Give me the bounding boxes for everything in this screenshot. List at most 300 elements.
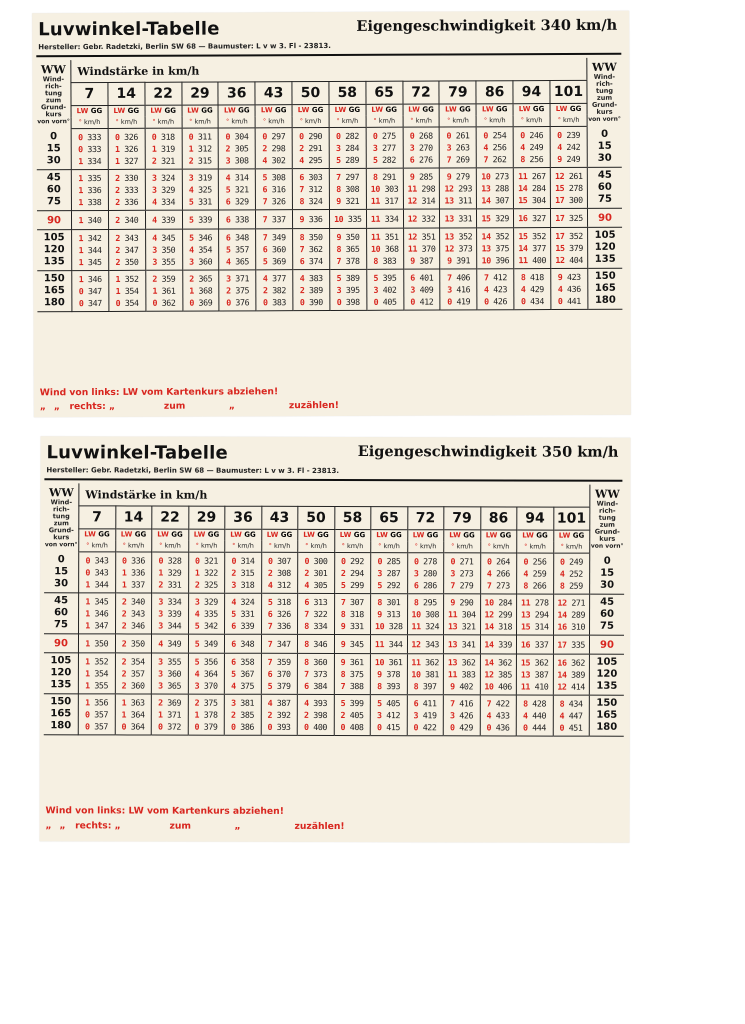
gg-value: 406 [451, 272, 471, 283]
gg-value: 284 [340, 142, 360, 153]
card-title: Luvwinkel-Tabelle [38, 18, 220, 41]
lw-value: 0 [410, 296, 416, 307]
unit-label: km/h [127, 541, 145, 550]
lw-value: 13 [481, 183, 491, 194]
data-line [335, 579, 371, 591]
gg-value: 362 [566, 657, 586, 668]
lw-value: 0 [121, 721, 127, 732]
data-line [404, 243, 440, 255]
gg-value: 308 [267, 172, 286, 183]
wind-speed-header: 72 [407, 507, 444, 530]
gg-value: 375 [345, 669, 364, 680]
lw-value: 4 [231, 680, 236, 691]
lw-value: 13 [520, 669, 531, 680]
ww-desc-line: tung [44, 89, 62, 98]
course-cell-left [44, 653, 79, 694]
gg-value: 301 [381, 597, 401, 608]
data-line [293, 213, 329, 225]
data-line [554, 609, 590, 621]
data-line [152, 596, 188, 608]
gg-value: 422 [418, 722, 437, 733]
gg-value: 357 [230, 244, 249, 255]
data-line [225, 579, 261, 591]
data-line [293, 243, 329, 255]
gg-value: 345 [156, 232, 176, 243]
ww-desc-line: kurs [53, 533, 70, 542]
data-line [404, 255, 440, 267]
data-line [514, 271, 550, 283]
gg-value: 347 [272, 638, 291, 649]
gg-value: 339 [235, 620, 255, 631]
data-cell [403, 168, 440, 209]
data-line [404, 272, 440, 284]
lw-value: 7 [304, 668, 309, 679]
lw-value: 9 [450, 597, 455, 608]
gg-value: 333 [82, 132, 102, 143]
lw-value: 4 [559, 568, 565, 579]
data-line [481, 608, 517, 620]
gg-value: 397 [418, 681, 437, 692]
gg-value: 329 [230, 196, 249, 207]
gg-value: 312 [193, 143, 212, 154]
data-line [330, 213, 366, 225]
lw-value: 13 [447, 621, 458, 632]
data-line [514, 129, 550, 141]
unit-header [108, 117, 145, 129]
data-line [293, 255, 329, 267]
lw-value: 5 [340, 580, 346, 591]
lw-gg-header [371, 530, 408, 542]
lw-value: 10 [481, 255, 491, 266]
data-line [440, 194, 476, 206]
gg-value: 367 [235, 668, 255, 679]
speed-heading: Eigengeschwindigkeit 340 km/h [356, 16, 618, 35]
lw-value: 12 [484, 669, 494, 680]
data-line [72, 232, 108, 244]
gg-value: 273 [455, 568, 474, 579]
gg-value: 360 [162, 668, 182, 679]
gg-value: 271 [455, 556, 474, 567]
gg-value: 318 [493, 621, 513, 632]
lw-value: 1 [152, 285, 158, 296]
lw-value: 11 [370, 213, 381, 224]
table-card-340 [32, 11, 631, 418]
course-value: 150 [594, 270, 616, 282]
lw-gg-header [292, 105, 329, 117]
lw-value: 9 [340, 639, 346, 650]
lw-value: 3 [413, 568, 419, 579]
lw-value: 11 [518, 171, 528, 182]
unit-label: km/h [120, 117, 138, 126]
data-line [517, 579, 553, 591]
gg-value: 305 [230, 143, 249, 154]
data-line [551, 254, 587, 266]
gg-value: 389 [566, 669, 585, 680]
degree-mark: ° [159, 541, 163, 550]
course-value: 0 [603, 555, 611, 567]
unit-header [407, 541, 444, 553]
lw-value: 2 [121, 620, 127, 631]
data-cell [477, 209, 514, 228]
gg-value: 252 [564, 568, 583, 579]
data-line [79, 667, 115, 679]
lw-value: 0 [559, 556, 565, 567]
gg-value: 324 [420, 621, 440, 632]
lw-value: 5 [262, 256, 268, 267]
wind-speed-header: 94 [517, 507, 554, 530]
lw-value: 3 [409, 142, 415, 153]
lw-value: 7 [447, 272, 452, 283]
gg-value: 304 [527, 195, 546, 206]
data-line [109, 232, 145, 244]
course-value: 45 [54, 595, 69, 607]
data-cell [517, 594, 554, 635]
gg-value: 318 [272, 596, 291, 607]
data-line [225, 567, 261, 579]
data-cell [78, 653, 115, 694]
data-cell [292, 169, 329, 210]
lw-value: 9 [410, 255, 415, 266]
degree-mark: ° [520, 116, 525, 125]
data-cell [403, 127, 440, 168]
data-line [72, 184, 108, 196]
degree-mark: ° [78, 118, 82, 127]
data-line [480, 709, 516, 721]
gg-value: 324 [235, 596, 255, 607]
gg-value: 416 [451, 284, 471, 295]
lw-value: 0 [372, 130, 378, 141]
gg-value: 434 [525, 296, 544, 307]
data-line [262, 567, 298, 579]
lw-value: 6 [267, 668, 273, 679]
lw-value: 1 [85, 608, 90, 619]
gg-value: 331 [193, 196, 212, 207]
gg-value: 354 [89, 668, 109, 679]
lw-value: 6 [304, 596, 309, 607]
data-line [480, 656, 516, 668]
lw-value: 0 [231, 721, 236, 732]
degree-mark: ° [378, 542, 382, 551]
lw-value: 4 [158, 638, 163, 649]
gg-value: 419 [451, 296, 471, 307]
gg-value: 383 [457, 669, 476, 680]
lw-value: 10 [370, 183, 380, 194]
data-line [554, 556, 590, 568]
data-cell [514, 269, 551, 310]
lw-value: 3 [226, 273, 231, 284]
lw-value: 12 [555, 254, 565, 266]
data-cell [477, 228, 514, 269]
divider [44, 478, 622, 482]
data-line [79, 554, 115, 566]
data-cell [516, 635, 553, 654]
unit-label: km/h [419, 542, 437, 551]
gg-value: 372 [162, 721, 182, 732]
lw-value: 5 [267, 596, 273, 607]
data-line [335, 567, 371, 579]
data-cell [514, 228, 551, 269]
lw-value: 0 [121, 555, 127, 566]
data-line [146, 273, 182, 285]
gg-value: 395 [378, 272, 397, 283]
lw-value: 12 [411, 639, 421, 650]
data-line [478, 295, 514, 307]
gg-value: 371 [230, 273, 250, 284]
lw-value: 11 [374, 639, 385, 650]
gg-value: 408 [345, 722, 364, 733]
lw-value: 2 [115, 172, 120, 183]
degree-mark: ° [483, 116, 488, 125]
lw-gg-header [188, 529, 225, 541]
gg-value: 277 [377, 142, 396, 153]
course-value: 15 [600, 567, 615, 579]
gg-value: 331 [345, 621, 364, 632]
lw-value: 3 [372, 142, 378, 153]
data-line [72, 273, 108, 285]
gg-value: 303 [303, 172, 323, 183]
lw-gg-header [550, 103, 587, 115]
data-line [441, 271, 477, 283]
data-cell [370, 654, 407, 695]
data-line [182, 183, 218, 195]
gg-value: 329 [490, 213, 510, 224]
header-row [44, 483, 624, 507]
gg-value: 347 [83, 286, 102, 297]
data-line [298, 608, 334, 620]
data-cell [115, 694, 152, 735]
footnote-left: Wind von links: LW vom Kartenkurs abziehen! [39, 386, 279, 399]
lw-value: 8 [523, 580, 529, 591]
gg-value: 342 [83, 233, 102, 244]
lw-value: 4 [267, 579, 273, 590]
gg-value: 343 [126, 608, 145, 619]
gg-value: 298 [416, 183, 436, 194]
course-value: 135 [594, 253, 616, 265]
data-line [109, 214, 145, 226]
lw-value: 0 [446, 130, 452, 141]
footnote-rechts: „ rechts: „ [59, 820, 121, 832]
gg-label: GG [238, 106, 250, 115]
data-line [481, 596, 517, 608]
lw-value: 14 [518, 243, 528, 254]
data-line [553, 681, 589, 693]
lw-value: 2 [121, 668, 127, 679]
data-line [146, 214, 182, 226]
data-line [441, 242, 477, 254]
course-value: 45 [600, 596, 615, 608]
data-line [109, 256, 145, 268]
gg-value: 279 [454, 580, 474, 591]
data-line [298, 555, 334, 567]
data-cell [219, 229, 256, 270]
lw-value: 7 [446, 154, 452, 165]
lw-value: 4 [299, 273, 305, 284]
data-line [330, 296, 366, 308]
lw-value: 17 [557, 639, 567, 650]
data-line [72, 297, 108, 309]
data-cell [78, 634, 115, 653]
data-line [225, 596, 261, 608]
gg-value: 256 [524, 154, 544, 165]
gg-value: 404 [564, 254, 584, 265]
lw-value: 2 [151, 155, 157, 166]
lw-value: 4 [523, 710, 528, 721]
ww-desc-line: Grund- [48, 526, 74, 535]
lw-value: 17 [555, 194, 565, 206]
data-cell [480, 695, 517, 736]
gg-value: 357 [126, 668, 145, 679]
lw-value: 12 [444, 183, 454, 194]
data-line [367, 284, 403, 296]
lw-value: 5 [194, 620, 200, 631]
data-line [152, 668, 188, 680]
unit-header [440, 115, 477, 127]
gg-value: 375 [199, 697, 218, 708]
gg-value: 290 [454, 597, 474, 608]
gg-value: 441 [562, 295, 581, 306]
data-line [109, 172, 145, 184]
gg-value: 370 [199, 680, 218, 691]
data-line [514, 242, 550, 254]
lw-value: 2 [115, 244, 121, 255]
gg-value: 336 [82, 185, 102, 196]
data-line [220, 272, 256, 284]
lw-value: 11 [411, 657, 421, 668]
wind-speed-header: 36 [218, 82, 255, 105]
data-line [298, 638, 334, 650]
gg-value: 304 [230, 131, 249, 142]
lw-value: 8 [413, 597, 419, 608]
lw-value: 7 [336, 255, 342, 266]
gg-value: 412 [381, 710, 401, 721]
data-line [293, 183, 329, 195]
gg-value: 350 [304, 232, 323, 243]
gg-value: 356 [89, 697, 109, 708]
data-line [371, 680, 407, 692]
unit-header [225, 541, 262, 553]
lw-value: 14 [481, 195, 491, 206]
data-line [371, 555, 407, 567]
gg-label: GG [90, 106, 103, 116]
data-cell [370, 695, 407, 736]
lw-value: 1 [85, 596, 90, 607]
unit-label: km/h [346, 542, 364, 551]
data-cell [219, 270, 256, 311]
data-cell [298, 552, 335, 593]
data-line [298, 656, 334, 668]
data-cell [334, 593, 371, 634]
data-line [79, 595, 115, 607]
lw-value: 3 [336, 142, 341, 153]
lw-value: 0 [78, 286, 84, 297]
data-cell [440, 269, 477, 310]
gg-value: 362 [530, 657, 549, 668]
gg-value: 343 [420, 639, 440, 650]
gg-value: 308 [230, 155, 249, 166]
lw-value: 3 [189, 256, 194, 267]
data-cell [109, 270, 146, 311]
data-line [116, 578, 152, 590]
lw-value: 1 [85, 656, 90, 667]
data-line [334, 680, 370, 692]
data-cell [440, 209, 477, 228]
gg-value: 401 [414, 272, 434, 283]
lw-value: 4 [486, 710, 492, 721]
degree-mark: ° [414, 542, 418, 551]
lw-value: 0 [484, 296, 489, 307]
lw-value: 5 [231, 608, 236, 619]
gg-value: 368 [380, 243, 399, 254]
lw-value: 5 [373, 272, 379, 283]
data-line [551, 141, 587, 153]
gg-value: 351 [416, 231, 436, 242]
lw-value: 12 [484, 609, 494, 620]
gg-value: 384 [308, 680, 328, 691]
gg-value: 419 [418, 710, 437, 721]
gg-value: 346 [89, 608, 109, 619]
ditto-mark: „ [45, 820, 52, 832]
gg-label: GG [311, 106, 324, 115]
gg-value: 322 [199, 567, 218, 578]
lw-label: LW [371, 105, 384, 114]
data-line [366, 142, 402, 154]
gg-value: 298 [266, 143, 286, 154]
gg-value: 434 [564, 698, 583, 709]
data-line [79, 578, 115, 590]
data-cell [151, 634, 188, 653]
data-line [220, 243, 256, 255]
lw-value: 11 [370, 195, 381, 206]
lw-value: 1 [85, 638, 90, 649]
gg-value: 336 [126, 567, 145, 578]
lw-value: 0 [189, 297, 194, 308]
gg-value: 355 [156, 256, 176, 267]
lw-value: 11 [447, 669, 458, 680]
data-line [440, 141, 476, 153]
lw-value: 0 [158, 721, 163, 732]
wind-speed-header: 43 [261, 506, 298, 529]
gg-value: 288 [490, 183, 509, 194]
lw-value: 15 [518, 231, 528, 242]
gg-value: 346 [308, 638, 328, 649]
data-line [183, 243, 219, 255]
course-cell-right [587, 208, 622, 227]
gg-value: 359 [156, 273, 176, 284]
data-cell [225, 593, 262, 634]
footnote-zuzaehlen: zuzählen! [294, 820, 345, 833]
lw-value: 6 [262, 244, 268, 255]
data-line [330, 195, 366, 207]
data-line [146, 172, 182, 184]
data-line [371, 567, 407, 579]
lw-value: 1 [121, 579, 127, 590]
wind-speed-header: 50 [292, 82, 329, 105]
gg-value: 361 [157, 285, 176, 296]
data-cell [145, 270, 182, 311]
gg-value: 385 [235, 709, 255, 720]
data-line [403, 154, 439, 166]
data-cell [553, 695, 590, 736]
gg-value: 370 [417, 243, 436, 254]
gg-label: GG [317, 530, 329, 539]
gg-value: 348 [230, 232, 249, 243]
course-value: 60 [54, 607, 69, 619]
course-value: 105 [594, 229, 616, 241]
data-line [182, 130, 218, 142]
data-line [517, 697, 553, 709]
lw-value: 13 [521, 609, 531, 620]
data-line [115, 637, 151, 649]
